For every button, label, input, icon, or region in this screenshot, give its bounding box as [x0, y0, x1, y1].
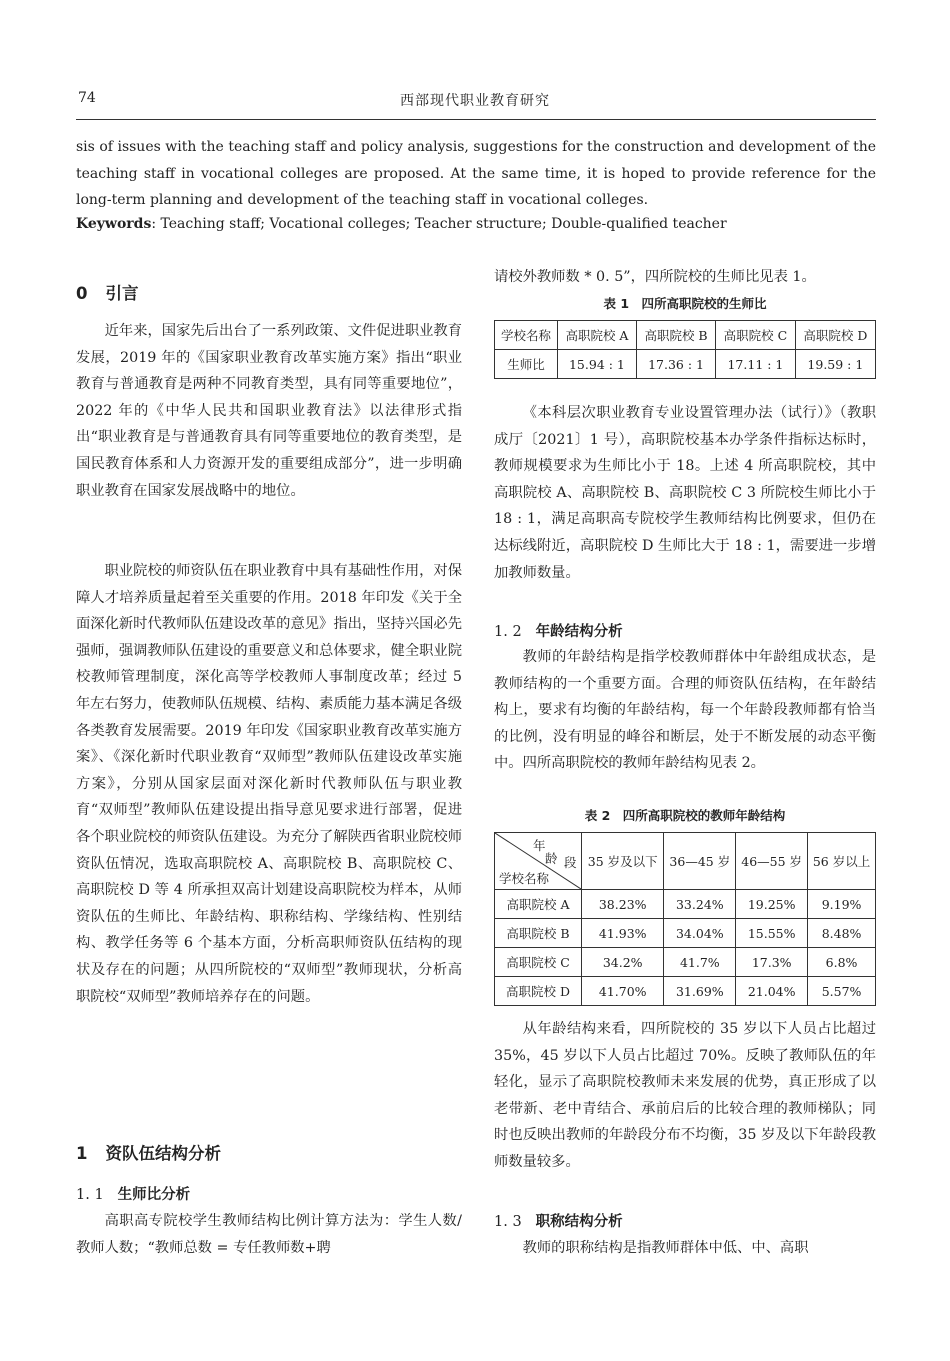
corner-label-top: 年 — [533, 838, 546, 853]
intro-paragraph-2: 职业院校的师资队伍在职业教育中具有基础性作用，对保障人才培养质量起着至关重要的作用。2018 年印发《关于全面深化新时代教师队伍建设改革的意见》指出，坚持兴国必先强师，强调教师队伍建设的重要意义和总体要求，健全职业院校教师管理制度，深化高等学校教师人事制度改革；经过 5 年左右努力，使教师队伍规模、结构、素质能力基本满足各级各类教育发展需要。2019 年印发《国家职业教育改革实施方案》、《深化新时代职业教育“双师型”教师队伍建设改革实施方案》，分别从国家层面对深化新时代教师队伍与职业教育“双师型”教师队伍建设提出指导意见要求进行部署，促进各个职业院校的师资队伍建设。为充分了解陕西省职业院校师资队伍情况，选取高职院校 A、高职院校 B、高职院校 C、高职院校 D 等 4 所承担双高计划建设高职院校为样本，从师资队伍的生师比、年龄结构、职称结构、学缘结构、性别结构、教学任务等 6 个基本方面，分析高职师资队伍结构的现状及存在的问题；从四所院校的“双师型”教师现状，分析高职院校“双师型”教师培养存在的问题。 — [76, 563, 463, 1005]
table-2-header-cell: 36—45 岁 — [664, 833, 736, 890]
table-2-corner-cell — [495, 833, 582, 890]
section-1-1-heading — [76, 1183, 190, 1204]
section-1-1-number: 1. 1 — [76, 1187, 104, 1203]
section-1-2-title: 年龄结构分析 — [535, 624, 623, 640]
table-2-cell: 17.3% — [736, 948, 808, 977]
corner-label-mid: 龄 — [545, 851, 558, 866]
table-1-cell: 17.11 : 1 — [716, 350, 796, 379]
after-table-2-paragraph: 从年龄结构来看，四所院校的 35 岁以下人员占比超过 35%，45 岁以下人员占比超过 70%。反映了教师队伍的年轻化，显示了高职院校教师未来发展的优势，真正形成了以老带新、老中青结合、承前启后的比较合理的教师梯队；同时也反映出教师的年龄段分布不均衡，35 岁及以下年龄段教师数量较多。 — [494, 1021, 876, 1170]
table-2-school-cell: 高职院校 A — [495, 890, 582, 919]
table-2-cell: 6.8% — [808, 948, 876, 977]
table-2-cell: 41.93% — [582, 919, 664, 948]
keywords-text: Teaching staff; Vocational colleges; Teacher structure; Double-qualified teacher — [160, 216, 727, 232]
table-1-cell: 19.59 : 1 — [795, 350, 875, 379]
table-2-cell: 41.7% — [664, 948, 736, 977]
table-1-header-cell: 高职院校 C — [716, 321, 796, 350]
table-row — [495, 948, 876, 977]
table-1-cell: 15.94 : 1 — [557, 350, 636, 379]
section-0-title: 引言 — [105, 284, 139, 303]
table-1-header-cell: 学校名称 — [495, 321, 558, 350]
table-2-cell: 5.57% — [808, 977, 876, 1006]
table-2-school-cell: 高职院校 C — [495, 948, 582, 977]
title-structure-paragraph: 教师的职称结构是指教师群体中低、中、高职 — [522, 1240, 809, 1256]
table-1-row-label: 生师比 — [495, 350, 558, 379]
corner-label-bottom: 学校名称 — [499, 871, 550, 886]
section-1-2-heading — [494, 620, 623, 641]
table-2-cell: 41.70% — [582, 977, 664, 1006]
table-2-cell: 38.23% — [582, 890, 664, 919]
section-0-number: 0 — [76, 284, 88, 303]
page-number: 74 — [78, 90, 96, 106]
table-1-header-cell: 高职院校 A — [557, 321, 636, 350]
table-2-school-cell: 高职院校 B — [495, 919, 582, 948]
section-1-2-number: 1. 2 — [494, 624, 522, 640]
section-1-number: 1 — [76, 1144, 88, 1163]
table-2-header-cell: 56 岁以上 — [808, 833, 876, 890]
table-2-cell: 34.2% — [582, 948, 664, 977]
header-rule — [76, 119, 876, 120]
section-1-heading — [76, 1140, 221, 1164]
table-row — [495, 919, 876, 948]
abstract-tail: sis of issues with the teaching staff and policy analysis, suggestions for the construction and development of the teaching staff in vocational colleges are proposed. At the same time, it is hoped to provide reference for the long-term planning and development of the teaching staff in vocational colleges. — [76, 139, 876, 208]
section-1-3-number: 1. 3 — [494, 1214, 522, 1230]
table-row — [495, 890, 876, 919]
section-1-title: 资队伍结构分析 — [105, 1144, 221, 1163]
table-2-age-structure — [494, 832, 876, 1006]
ratio-method-paragraph-part2 — [494, 264, 876, 292]
table-1-header-cell: 高职院校 B — [636, 321, 715, 350]
section-1-3-title: 职称结构分析 — [535, 1214, 623, 1230]
table-2-header-cell: 35 岁及以下 — [582, 833, 664, 890]
table-2-cell: 15.55% — [736, 919, 808, 948]
table-1-header-cell: 高职院校 D — [795, 321, 875, 350]
table-2-cell: 31.69% — [664, 977, 736, 1006]
table-1-cell: 17.36 : 1 — [636, 350, 715, 379]
table-2-cell: 33.24% — [664, 890, 736, 919]
ratio-method-continuation: 请校外教师数 * 0. 5”，四所院校的生师比见表 1。 — [494, 269, 816, 285]
table-2-cell: 9.19% — [808, 890, 876, 919]
table-1-data-row — [495, 350, 876, 379]
keywords-line — [76, 212, 876, 236]
journal-title: 西部现代职业教育研究 — [400, 93, 550, 109]
section-1-1-title: 生师比分析 — [117, 1187, 191, 1203]
intro-paragraph-1: 近年来，国家先后出台了一系列政策、文件促进职业教育发展，2019 年的《国家职业教育改革实施方案》指出“职业教育与普通教育是两种不同教育类型，具有同等重要地位”，2022 年的《中华人民共和国职业教育法》以法律形式指出“职业教育是与普通教育具有同等重要地位的教育类型，是国民教育体系和人力资源开发的重要组成部分”，进一步明确职业教育在国家发展战略中的地位。 — [76, 323, 463, 499]
table-2-cell: 21.04% — [736, 977, 808, 1006]
table-1-header-row — [495, 321, 876, 350]
table-1-student-teacher-ratio — [494, 320, 876, 379]
keywords-sep: : — [151, 216, 157, 232]
table-row — [495, 977, 876, 1006]
keywords-label: Keywords — [76, 216, 152, 232]
age-structure-paragraph: 教师的年龄结构是指学校教师群体中年龄组成状态，是教师结构的一个重要方面。合理的师资队伍结构，在年龄结构上，要求有均衡的年龄结构，每一个年龄段教师都有恰当的比例，没有明显的峰谷和断层，处于不断发展的动态平衡中。四所高职院校的教师年龄结构见表 2。 — [494, 649, 876, 772]
corner-label-right: 段 — [564, 855, 577, 870]
table-2-school-cell: 高职院校 D — [495, 977, 582, 1006]
table-2-header-row — [495, 833, 876, 890]
table-2-cell: 34.04% — [664, 919, 736, 948]
table-2-header-cell: 46—55 岁 — [736, 833, 808, 890]
section-0-heading — [76, 280, 138, 304]
table-2-cell: 8.48% — [808, 919, 876, 948]
after-table-1-paragraph: 《本科层次职业教育专业设置管理办法（试行）》（教职成厅〔2021〕1 号），高职院校基本办学条件指标达标时，教师规模要求为生师比小于 18。上述 4 所高职院校，其中高职院校 A、高职院校 B、高职院校 C 3 所院校生师比小于 18 : 1，满足高职高专院校学生教师结构比例要求，但仍在达标线附近，高职院校 D 生师比大于 18 : 1，需要进一步增加教师数量。 — [494, 405, 876, 581]
table-1-caption: 表 1 四所高职院校的生师比 — [603, 296, 767, 311]
table-2-caption: 表 2 四所高职院校的教师年龄结构 — [584, 808, 786, 823]
section-1-3-heading — [494, 1210, 623, 1231]
ratio-method-paragraph-part1: 高职高专院校学生教师结构比例计算方法为：学生人数/教师人数；“教师总数 = 专任教师数+聘 — [76, 1213, 462, 1256]
table-2-cell: 19.25% — [736, 890, 808, 919]
